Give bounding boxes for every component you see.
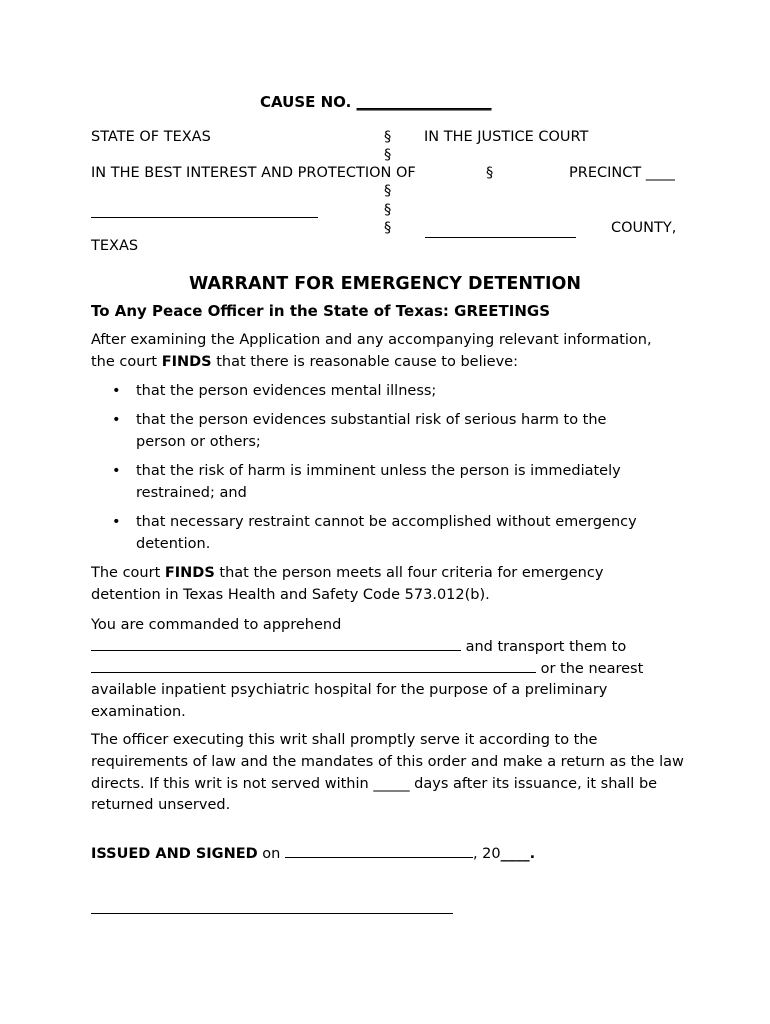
intro-pre: the court [91,353,162,370]
intro-paragraph [91,330,691,374]
list-item [91,410,641,454]
finding-paragraph [91,563,651,607]
intro-finds: FINDS [161,353,212,370]
county-name-line[interactable] [425,236,576,238]
finding-pre: The court [91,565,165,581]
caption-best-interest: IN THE BEST INTEREST AND PROTECTION OF [91,165,416,181]
apprehend-name-field[interactable] [91,636,461,651]
bullet-icon: • [112,383,121,399]
document-title: WARRANT FOR EMERGENCY DETENTION [189,274,581,294]
criteria-text: that the risk of harm is imminent unless the person is immediately restrained; and [136,463,621,502]
section-mark: § [486,165,494,181]
finding-finds: FINDS [164,565,215,581]
days-blank[interactable]: _____ [373,775,410,792]
issue-year-field[interactable]: ____ [500,846,530,862]
caption-texas: TEXAS [91,238,139,254]
caption-precinct[interactable]: PRECINCT ____ [569,165,675,181]
cause-number-field[interactable]: __________________ [356,93,492,111]
criteria-text: that the person evidences mental illness; [136,383,437,399]
facility-field[interactable] [91,658,536,673]
service-paragraph [91,730,686,817]
criteria-text: that necessary restraint cannot be accomplished without emergency detention. [136,514,637,553]
bullet-icon: • [112,463,121,480]
intro-post: that there is reasonable cause to believe: [211,353,518,370]
finding-post: that the person meets all four criteria for emergency detention in Texas Health and Safety Code 573.012(b). [91,565,604,603]
command-line-3 [91,658,691,680]
section-mark: § [384,220,392,236]
issued-line [91,843,691,865]
section-mark: § [384,129,392,145]
caption-state: STATE OF TEXAS [91,129,211,145]
criteria-list [91,381,681,564]
service-post: days after its issuance, it shall be returned unserved. [91,775,658,814]
issued-period: . [529,846,536,862]
issued-comma: , 20 [472,846,501,862]
issued-on: on [257,846,285,862]
issue-date-field[interactable] [285,843,473,858]
list-item [91,512,676,556]
bullet-icon: • [112,514,121,531]
bullet-icon: • [112,412,121,429]
service-pre: The officer executing this writ shall promptly serve it according to the requirements of law and the mandates of this order and make a return as the law directs. If this writ is not served within [91,732,684,792]
list-item [91,381,681,403]
signature-line[interactable] [91,912,453,914]
nearest-text: or the nearest [540,661,644,677]
caption-court: IN THE JUSTICE COURT [424,129,589,145]
section-mark: § [384,147,392,163]
transport-text: and transport them to [465,639,627,655]
command-rest: available inpatient psychiatric hospital for the purpose of a preliminary examination. [91,682,608,720]
issued-label: ISSUED AND SIGNED [91,846,258,862]
cause-number [260,93,492,111]
greeting: To Any Peace Officer in the State of Texas: GREETINGS [91,302,550,320]
criteria-text: that the person evidences substantial risk of serious harm to the person or others; [136,412,607,451]
respondent-name-line[interactable] [91,216,318,218]
section-mark: § [384,202,392,218]
section-mark: § [384,183,392,199]
list-item [91,461,656,505]
cause-label: CAUSE NO. [260,93,352,111]
intro-line-1: After examining the Application and any accompanying relevant information, [91,332,652,348]
command-line-2 [91,636,691,658]
intro-line-2 [91,352,691,374]
caption-county: COUNTY, [611,220,677,236]
command-line-1: You are commanded to apprehend [91,617,342,633]
